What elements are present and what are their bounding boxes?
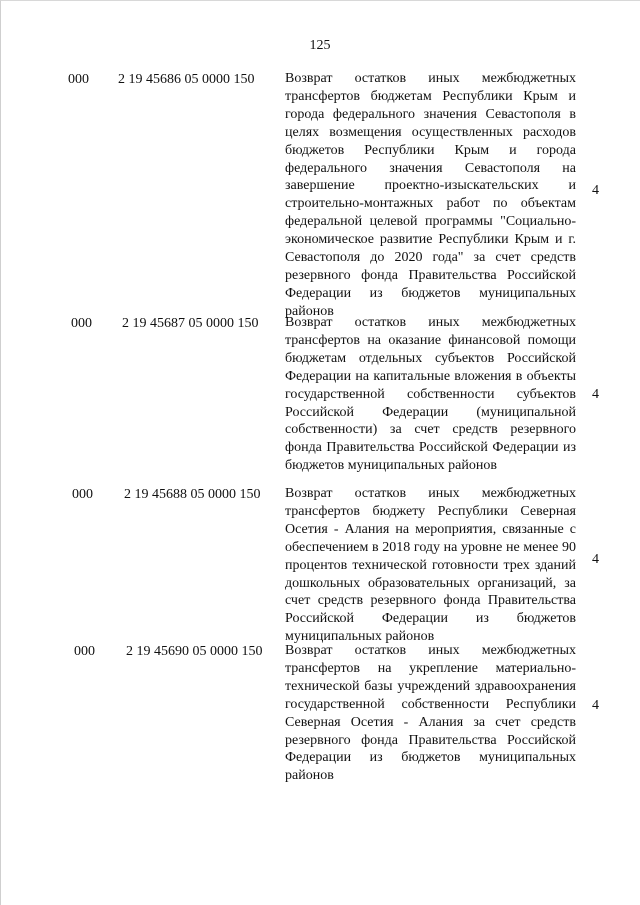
table-row [0,70,640,319]
admin-code: 000 [68,72,89,87]
table-row [0,484,640,644]
table-row [0,312,640,488]
kbk-code: 2 19 45688 05 0000 150 [124,487,261,502]
row-description: Возврат остатков иных межбюджетных трансфертов бюджетам Республики Крым и города федерального значения Севастополя в целях возмещения осуществленных расходов бюджетов Республики Крым и города федерального значения Севастополя на завершение проектно-изыскательских и строительно-монтажных работ по объектам федеральной целевой программы "Социально-экономическое развитие Республики Крым и г. Севастополя до 2020 года" за счет средств резервного фонда Правительства Российской Федерации из бюджетов муниципальных районов [285,71,576,319]
norm-value: 4 [592,183,599,198]
norm-value: 4 [592,552,599,567]
row-description: Возврат остатков иных межбюджетных трансфертов на оказание финансовой помощи бюджетам отдельных субъектов Российской Федерации на капитальные вложения в объекты государственной собственности субъектов Российской Федерации (муниципальной собственности) за счет средств резервного фонда Правительства Российской Федерации из бюджетов муниципальных районов [285,315,576,474]
row-description: Возврат остатков иных межбюджетных трансфертов на укрепление материально-технической базы учреждений здравоохранения государственной собственности Республики Северная Осетия - Алания за счет средств резервного фонда Правительства Российской Федерации из бюджетов муниципальных районов [285,643,576,784]
admin-code: 000 [72,487,93,502]
page-number: 125 [309,38,331,53]
norm-value: 4 [592,387,599,402]
admin-code: 000 [74,644,95,659]
table-row [0,641,640,784]
row-description: Возврат остатков иных межбюджетных трансфертов бюджету Республики Северная Осетия - Алания на мероприятия, связанные с обеспечением в 2018 году на уровне не менее 90 процентов технической готовности трех зданий дошкольных образовательных организаций, за счет средств резервного фонда Правительства Российской Федерации из бюджетов муниципальных районов [285,486,576,645]
kbk-code: 2 19 45686 05 0000 150 [118,72,255,87]
kbk-code: 2 19 45690 05 0000 150 [126,644,263,659]
admin-code: 000 [71,316,92,331]
kbk-code: 2 19 45687 05 0000 150 [122,316,259,331]
norm-value: 4 [592,698,599,713]
